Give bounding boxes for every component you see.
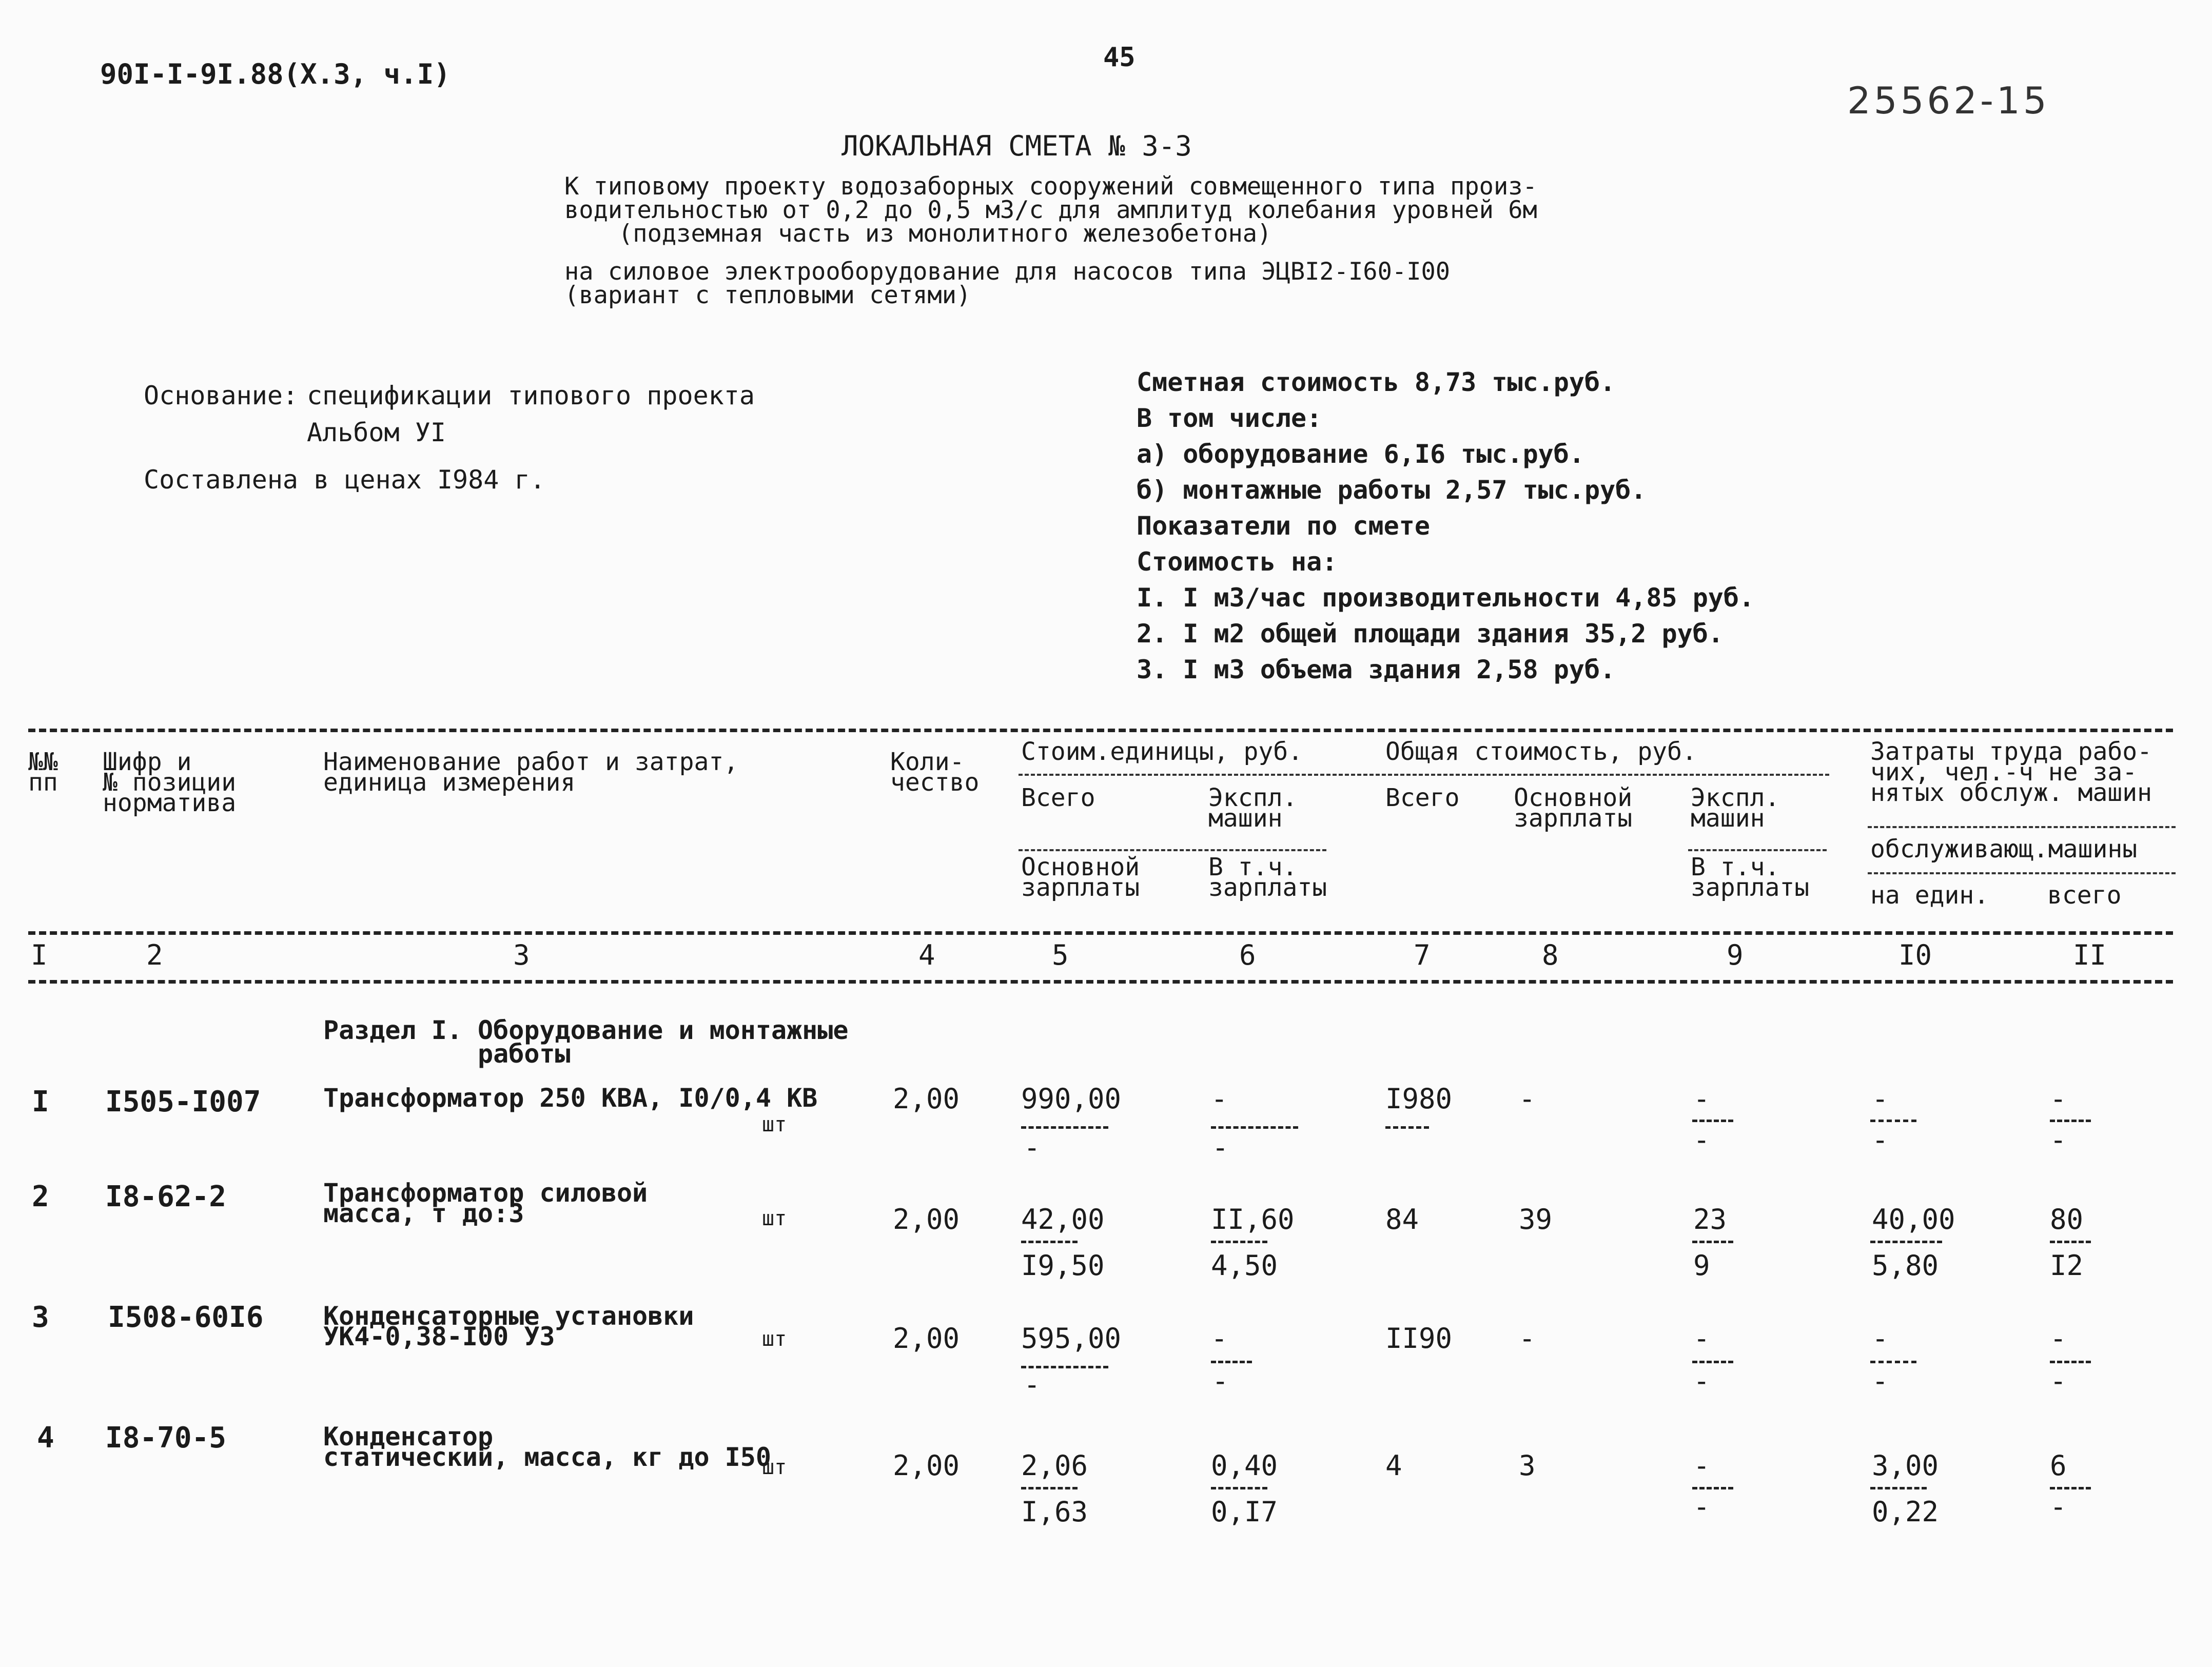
- col-number: 8: [1542, 939, 1559, 971]
- row-quantity: 2,00: [893, 1203, 960, 1235]
- cell-total-wages: -: [1519, 1083, 1536, 1115]
- header-row-number: №№ пп: [28, 748, 58, 797]
- row-code: I508-60I6: [108, 1301, 264, 1334]
- cell-rule: [1021, 1126, 1108, 1129]
- cell-labor-unit: -: [1872, 1083, 1889, 1115]
- cell-rule: [1385, 1126, 1429, 1129]
- cost-line: б) монтажные работы 2,57 тыс.руб.: [1137, 475, 1647, 505]
- cell-rule: [1692, 1120, 1733, 1122]
- cell-total-machines: 23: [1693, 1203, 1727, 1235]
- row-number: 4: [37, 1421, 54, 1455]
- cell-unit-wages: I9,50: [1021, 1249, 1105, 1282]
- header-unit-wages: Основной зарплаты: [1021, 853, 1140, 902]
- cell-rule: [2050, 1120, 2091, 1122]
- row-number: 2: [32, 1180, 49, 1213]
- cell-labor-total: 80: [2050, 1203, 2084, 1235]
- cost-line: Стоимость на:: [1137, 547, 1338, 577]
- cell-total-incl-wages: -: [1693, 1124, 1710, 1156]
- header-total-labor: всего: [2047, 881, 2122, 910]
- cell-total-wages: -: [1519, 1322, 1536, 1355]
- group-rule-unit: [1019, 774, 1829, 776]
- cell-serv-unit: 0,22: [1872, 1496, 1939, 1528]
- cell-total: 84: [1385, 1203, 1419, 1235]
- cost-line: 3. I м3 объема здания 2,58 руб.: [1137, 655, 1616, 684]
- cell-labor-total: -: [2050, 1083, 2067, 1115]
- row-code: I8-62-2: [105, 1180, 227, 1213]
- row-unit: шт: [762, 1207, 787, 1230]
- cell-unit-wages: I,63: [1021, 1496, 1088, 1528]
- col-number: 3: [513, 939, 530, 971]
- basis-label: Основание:: [144, 381, 299, 410]
- cell-rule: [1211, 1361, 1252, 1363]
- row-code: I505-I007: [105, 1085, 261, 1119]
- subtitle-line-4: на силовое электрооборудование для насосов типа ЭЦВI2-I60-I00: [564, 258, 1451, 286]
- col-number: 7: [1414, 939, 1431, 971]
- subrule-unit: [1019, 849, 1326, 851]
- row-quantity: 2,00: [893, 1083, 960, 1115]
- col-number: 2: [146, 939, 163, 971]
- cell-rule: [1870, 1120, 1916, 1122]
- cell-rule: [2050, 1487, 2091, 1489]
- cell-unit-total: 2,06: [1021, 1449, 1088, 1482]
- header-total-wages: Основной зарплаты: [1514, 783, 1633, 833]
- subtitle-line-1: К типовому проекту водозаборных сооружений совмещенного типа произ-: [564, 172, 1537, 201]
- page-number: 45: [1103, 42, 1136, 73]
- col-number: II: [2073, 939, 2107, 971]
- row-code: I8-70-5: [105, 1421, 227, 1455]
- cost-line: Показатели по смете: [1137, 511, 1430, 541]
- cell-rule: [1211, 1241, 1267, 1243]
- document-code: 90I-I-9I.88(X.3, ч.I): [100, 58, 451, 90]
- header-unit-total: Всего: [1021, 783, 1095, 812]
- cost-line: В том числе:: [1137, 403, 1322, 433]
- section-title: Раздел I. Оборудование и монтажные работы: [323, 1015, 849, 1069]
- archive-stamp: 25562-15: [1847, 79, 2050, 122]
- header-unit-cost-group: Стоим.единицы, руб.: [1021, 737, 1303, 766]
- subrule-expl: [1688, 849, 1827, 851]
- cell-rule: [2050, 1361, 2091, 1363]
- cell-total-machines: -: [1693, 1322, 1710, 1355]
- header-total: Всего: [1385, 783, 1460, 812]
- col-number: 5: [1052, 939, 1069, 971]
- basis-text: спецификации типового проекта: [307, 381, 755, 410]
- header-code: Шифр и № позиции норматива: [103, 748, 237, 817]
- col-number: 6: [1239, 939, 1256, 971]
- cell-serv-unit: -: [1872, 1365, 1889, 1397]
- cell-total: 4: [1385, 1449, 1402, 1482]
- header-total-incl-wages: В т.ч. зарплаты: [1691, 853, 1810, 902]
- row-quantity: 2,00: [893, 1322, 960, 1355]
- cell-serv-total: I2: [2050, 1249, 2084, 1282]
- cell-rule: [1870, 1241, 1942, 1243]
- subtitle-line-2: водительностью от 0,2 до 0,5 м3/с для амплитуд колебания уровней 6м: [564, 196, 1537, 224]
- cell-serv-unit: 5,80: [1872, 1249, 1939, 1282]
- row-name: Трансформатор 250 КВА, I0/0,4 КВ: [323, 1083, 818, 1113]
- cell-rule: [1211, 1126, 1298, 1129]
- cost-line: 2. I м2 общей площади здания 35,2 руб.: [1137, 619, 1724, 649]
- cell-total-machines: -: [1693, 1083, 1710, 1115]
- cell-rule: [1692, 1361, 1733, 1363]
- cost-line: Сметная стоимость 8,73 тыс.руб.: [1137, 367, 1616, 397]
- row-name: Трансформатор силовой масса, т до:3: [323, 1178, 648, 1228]
- cell-unit-total: 42,00: [1021, 1203, 1105, 1235]
- cell-unit-machines: -: [1211, 1322, 1228, 1355]
- group-rule-labor: [1868, 826, 2176, 828]
- row-unit: шт: [762, 1327, 787, 1351]
- cell-unit-machines: 0,40: [1211, 1449, 1278, 1482]
- cell-unit-incl-wages: -: [1212, 1131, 1229, 1164]
- header-unit-machines: Экспл. машин: [1208, 783, 1298, 833]
- header-bottom-rule: [28, 931, 2173, 935]
- row-name: Конденсатор статический, масса, кг до I50: [323, 1422, 771, 1472]
- cell-total-incl-wages: -: [1693, 1365, 1710, 1397]
- col-number: I0: [1898, 939, 1932, 971]
- row-number: I: [32, 1085, 49, 1119]
- cell-rule: [1211, 1487, 1267, 1489]
- header-labor-service: обслуживающ.машины: [1870, 835, 2138, 864]
- cell-total-machines: -: [1693, 1449, 1710, 1482]
- cell-labor-total: 6: [2050, 1449, 2067, 1482]
- cell-total: I980: [1385, 1083, 1453, 1115]
- row-unit: шт: [762, 1113, 787, 1136]
- cost-line: а) оборудование 6,I6 тыс.руб.: [1137, 439, 1584, 469]
- header-unit-incl-wages: В т.ч. зарплаты: [1208, 853, 1327, 902]
- cell-total: II90: [1385, 1322, 1453, 1355]
- cell-labor-total: -: [2050, 1322, 2067, 1355]
- cell-labor-unit: -: [1872, 1322, 1889, 1355]
- cell-unit-machines: -: [1211, 1083, 1228, 1115]
- col-number: I: [31, 939, 48, 971]
- prices-year: Составлена в ценах I984 г.: [144, 465, 545, 495]
- cell-labor-unit: 3,00: [1872, 1449, 1939, 1482]
- cell-unit-total: 990,00: [1021, 1083, 1122, 1115]
- header-total-machines: Экспл. машин: [1691, 783, 1780, 833]
- cell-rule: [1870, 1487, 1927, 1489]
- cell-serv-unit: -: [1872, 1124, 1889, 1156]
- document-title: ЛОКАЛЬНАЯ СМЕТА № 3-3: [841, 130, 1192, 162]
- row-name: Конденсаторные установки УК4-0,38-I00 УЗ: [323, 1301, 694, 1351]
- col-number: 9: [1727, 939, 1744, 971]
- cell-rule: [1692, 1487, 1733, 1489]
- cost-line: I. I м3/час производительности 4,85 руб.: [1137, 583, 1755, 613]
- cell-unit-total: 595,00: [1021, 1322, 1122, 1355]
- cell-rule: [1021, 1241, 1078, 1243]
- row-number: 3: [32, 1301, 49, 1334]
- subtitle-line-3: (подземная часть из монолитного железобетона): [618, 220, 1272, 248]
- cell-serv-total: -: [2050, 1124, 2067, 1156]
- cell-unit-incl-wages: -: [1212, 1365, 1229, 1397]
- row-quantity: 2,00: [893, 1449, 960, 1482]
- cell-unit-incl-wages: 0,I7: [1211, 1496, 1278, 1528]
- header-quantity: Коли- чество: [890, 748, 980, 797]
- subrule-serv: [1868, 872, 2176, 874]
- cell-unit-incl-wages: 4,50: [1211, 1249, 1278, 1282]
- cell-rule: [1021, 1487, 1078, 1489]
- cell-unit-wages: -: [1024, 1131, 1041, 1164]
- cell-total-wages: 3: [1519, 1449, 1536, 1482]
- cell-unit-machines: II,60: [1211, 1203, 1295, 1235]
- row-unit: шт: [762, 1456, 787, 1479]
- cell-rule: [2050, 1241, 2091, 1243]
- header-total-cost-group: Общая стоимость, руб.: [1385, 737, 1697, 766]
- cell-total-incl-wages: -: [1693, 1491, 1710, 1523]
- header-labor-group: Затраты труда рабо- чих, чел.-ч не за- нятых обслуж. машин: [1870, 737, 2152, 807]
- cell-unit-wages: -: [1024, 1368, 1041, 1401]
- header-name: Наименование работ и затрат, единица измерения: [323, 748, 739, 797]
- header-per-unit: на един.: [1870, 881, 1989, 910]
- table-top-rule: [28, 729, 2173, 732]
- subtitle-line-5: (вариант с тепловыми сетями): [564, 281, 971, 309]
- cell-rule: [1692, 1241, 1733, 1243]
- cell-rule: [1870, 1361, 1916, 1363]
- basis-album: Альбом УI: [307, 418, 446, 447]
- cell-total-incl-wages: 9: [1693, 1249, 1710, 1282]
- cell-serv-total: -: [2050, 1491, 2067, 1523]
- cell-total-wages: 39: [1519, 1203, 1553, 1235]
- cell-serv-total: -: [2050, 1365, 2067, 1397]
- col-number: 4: [918, 939, 935, 971]
- colnum-bottom-rule: [28, 980, 2173, 984]
- cell-labor-unit: 40,00: [1872, 1203, 1955, 1235]
